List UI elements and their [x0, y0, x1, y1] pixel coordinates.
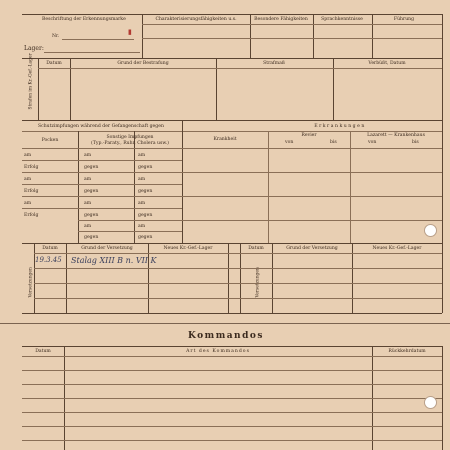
illness-row-rule-2 — [182, 196, 442, 197]
vacc-row-0-left: am — [24, 153, 32, 158]
transfer-entry-handwritten: Stalag XIII B n. VII K — [71, 256, 157, 265]
vacc-row-0-r2: am — [138, 153, 146, 158]
strafen-header-rule — [38, 68, 442, 69]
vacc-row-rule-1 — [22, 172, 182, 173]
kommandos-row-rule-5 — [22, 426, 442, 427]
vacc-col-pocken: Pocken — [41, 138, 59, 143]
kommandos-top-rule — [22, 346, 442, 347]
nr-line — [62, 39, 134, 40]
header-divider-1 — [142, 14, 143, 58]
header-col-sprachen: Sprachkenntnisse — [321, 17, 363, 22]
vacc-row-1-r1: gegen — [84, 165, 99, 170]
vacc-row-1-left: Erfolg — [24, 165, 39, 170]
transfers-header-rule — [34, 253, 442, 254]
vacc-row-2-r1: am — [84, 177, 92, 182]
vacc-row-3-left: Erfolg — [24, 189, 39, 194]
vacc-row-1-r2: gegen — [138, 165, 153, 170]
kommandos-row-rule-1 — [22, 370, 442, 371]
vacc-row-4-r2: am — [138, 201, 146, 206]
lazarett-bis: bis — [412, 140, 419, 145]
strafen-col-datum: Datum — [46, 61, 62, 66]
kommandos-row-rule-2 — [22, 384, 442, 385]
vacc-row-rule-2 — [22, 184, 182, 185]
header-col-fuehrung: Führung — [393, 17, 415, 22]
header-divider-3 — [313, 14, 314, 58]
vacc-illness-divider — [182, 120, 183, 243]
kommandos-right-edge — [442, 346, 443, 450]
vacc-col-sonstige-sub: (Typ.-Paraty., Ruhr, Cholera usw.) — [91, 141, 169, 146]
strafen-col-strafmass: Strafmaß — [263, 61, 285, 66]
transfers-row-rule-1 — [34, 268, 442, 269]
vacc-header-rule — [22, 148, 442, 149]
illness-col-krankheit: Krankheit — [213, 137, 237, 142]
revier-bis: bis — [330, 140, 337, 145]
kommandos-col-datum: Datum — [35, 349, 51, 354]
illness-row-rule-1 — [182, 172, 442, 173]
lager-line — [44, 52, 140, 53]
kommandos-row-rule-3 — [22, 398, 442, 399]
vacc-row-rule-5 — [78, 220, 182, 221]
header-col-charakter: Charakterisierungsfähigkeiten u.s. — [155, 17, 237, 22]
vacc-row-5-left: Erfolg — [24, 213, 39, 218]
transfers-side-label-left: Versetzungen — [28, 267, 34, 298]
transfers-col-datum-left: Datum — [42, 246, 58, 251]
kommandos-header-rule — [22, 356, 442, 357]
header-divider-4 — [372, 14, 373, 58]
transfers-col-lager-left: Neues Kr.-Gef.-Lager — [163, 246, 213, 251]
kommandos-col-rueck: Rückkehrdatum — [388, 349, 426, 354]
header-col-faehigkeiten: Besondere Fähigkeiten — [254, 17, 308, 22]
vacc-row-6-r1: am — [84, 224, 92, 229]
illness-col-revier: Revier — [301, 133, 317, 138]
vacc-row-0-r1: am — [84, 153, 92, 158]
vacc-row-6-r2: am — [138, 224, 146, 229]
vacc-row-7-r1: gegen — [84, 235, 99, 240]
vacc-row-4-left: am — [24, 201, 32, 206]
vacc-row-2-r2: am — [138, 177, 146, 182]
vacc-row-rule-6 — [78, 231, 182, 232]
strafen-bottom-rule — [22, 120, 442, 121]
header-col-erkennungsmarke: Beschriftung der Erkennungsmarke — [42, 17, 126, 22]
transfers-bottom-rule — [22, 313, 442, 314]
punch-hole-upper — [424, 224, 437, 237]
transfers-col-datum-right: Datum — [248, 246, 264, 251]
transfers-row-rule-3 — [34, 298, 442, 299]
strafen-right-edge — [442, 58, 443, 120]
fold-line — [0, 323, 450, 324]
vacc-row-2-left: am — [24, 177, 32, 182]
header-right-edge — [442, 14, 443, 58]
transfer-date-handwritten: 19.3.45 — [35, 256, 62, 264]
kommandos-row-rule-6 — [22, 440, 442, 441]
transfers-right-edge — [442, 243, 443, 313]
strafen-col-verbuesst: Verbüßt, Datum — [368, 61, 406, 66]
vacc-bottom-rule — [22, 243, 442, 244]
transfers-side-label-right: Versetzungen — [255, 267, 261, 298]
nr-label: Nr. — [52, 34, 60, 39]
vacc-row-rule-4 — [22, 208, 182, 209]
illness-row-rule-3 — [182, 220, 442, 221]
kommandos-row-rule-4 — [22, 412, 442, 413]
transfers-col-grund-right: Grund der Versetzung — [286, 246, 338, 251]
kommandos-title: Kommandos — [188, 331, 264, 341]
illness-title: Erkrankungen — [314, 124, 366, 129]
illness-col-lazarett: Lazarett — Krankenhaus — [367, 133, 425, 138]
vacc-title: Schutzimpfungen während der Gefangenschaft gegen — [38, 124, 164, 129]
transfers-col-lager-right: Neues Kr.-Gef.-Lager — [372, 246, 422, 251]
revier-von: von — [285, 140, 294, 145]
vacc-row-rule-0 — [22, 160, 182, 161]
header-top-rule — [22, 14, 442, 15]
vacc-row-5-r2: gegen — [138, 213, 153, 218]
header-sub-rule — [142, 24, 442, 25]
kommandos-col-art: Art des Kommandos — [186, 349, 250, 354]
vacc-row-rule-3 — [22, 196, 182, 197]
vacc-row-4-r1: am — [84, 201, 92, 206]
vacc-row-5-r1: gegen — [84, 213, 99, 218]
strafen-col-grund: Grund der Bestrafung — [117, 61, 169, 66]
vacc-title-rule — [22, 131, 442, 132]
vacc-row-3-r2: gegen — [138, 189, 153, 194]
red-stamp-mark: ▮ — [128, 28, 132, 36]
header-divider-2 — [250, 14, 251, 58]
strafen-side-label: Strafen im Kr.-Gef.-Lager — [28, 53, 34, 110]
vacc-col-sonstige: Sonstige Impfungen — [106, 135, 154, 140]
lager-label: Lager: — [24, 45, 44, 52]
strafen-top-rule — [22, 58, 442, 59]
transfers-row-rule-2 — [34, 283, 442, 284]
punch-hole-lower — [424, 396, 437, 409]
transfers-col-grund-left: Grund der Versetzung — [81, 246, 133, 251]
vacc-row-3-r1: gegen — [84, 189, 99, 194]
header-row-rule — [142, 38, 442, 39]
illness-right-edge — [442, 120, 443, 243]
vacc-row-7-r2: gegen — [138, 235, 153, 240]
lazarett-von: von — [368, 140, 377, 145]
